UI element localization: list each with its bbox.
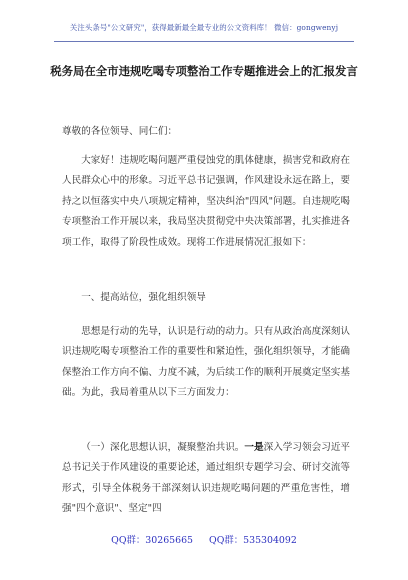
paragraph-item-1	[62, 438, 350, 520]
footer	[0, 532, 408, 546]
section-heading-1: 一、提高站位，强化组织领导	[81, 292, 206, 303]
salutation: 尊敬的各位领导、同仁们：	[62, 126, 178, 137]
item-1-strong: 一是	[244, 442, 264, 453]
item-1-lead: （一）深化思想认识，凝聚整治共识。	[81, 442, 245, 453]
paragraph-intro: 大家好！违规吃喝问题严重侵蚀党的肌体健康，损害党和政府在人民群众心中的形象。习近平总书记强调，作风建设永远在路上，要持之以恒落实中央八项规定精神，坚决纠治"四风"问题。自违规吃喝专项整治工作开展以来，我局坚决贯彻党中央决策部署，扎实推进各项工作，取得了阶段性成效。现将工作进展情况汇报如下：	[62, 155, 350, 248]
footer-qq-group-1: QQ群：30265665	[111, 535, 194, 546]
item-1-rest: 深入学习领会习近平总书记关于作风建设的重要论述，通过组织专题学习会、研讨交流等形式，引导全体税务干部深刻认识违规吃喝问题的严重危害性，增强"四个意识"、坚定"四	[62, 442, 351, 515]
document-title: 税务局在全市违规吃喝专项整治工作专题推进会上的汇报发言	[50, 64, 358, 78]
paragraph-section-1: 思想是行动的先导，认识是行动的动力。只有从政治高度深刻认识违规吃喝专项整治工作的重要性和紧迫性，强化组织领导，才能确保整治工作方向不偏、力度不减，为后续工作的顺利开展奠定坚实基础。为此，我局着重从以下三方面发力：	[62, 326, 350, 399]
header-divider	[54, 41, 354, 42]
footer-qq-group-2: QQ群：535304092	[209, 535, 297, 546]
header-banner: 关注头条号"公文研究"，获得最新最全最专业的公文资料库！ 微信：gongwenyj	[69, 23, 339, 32]
